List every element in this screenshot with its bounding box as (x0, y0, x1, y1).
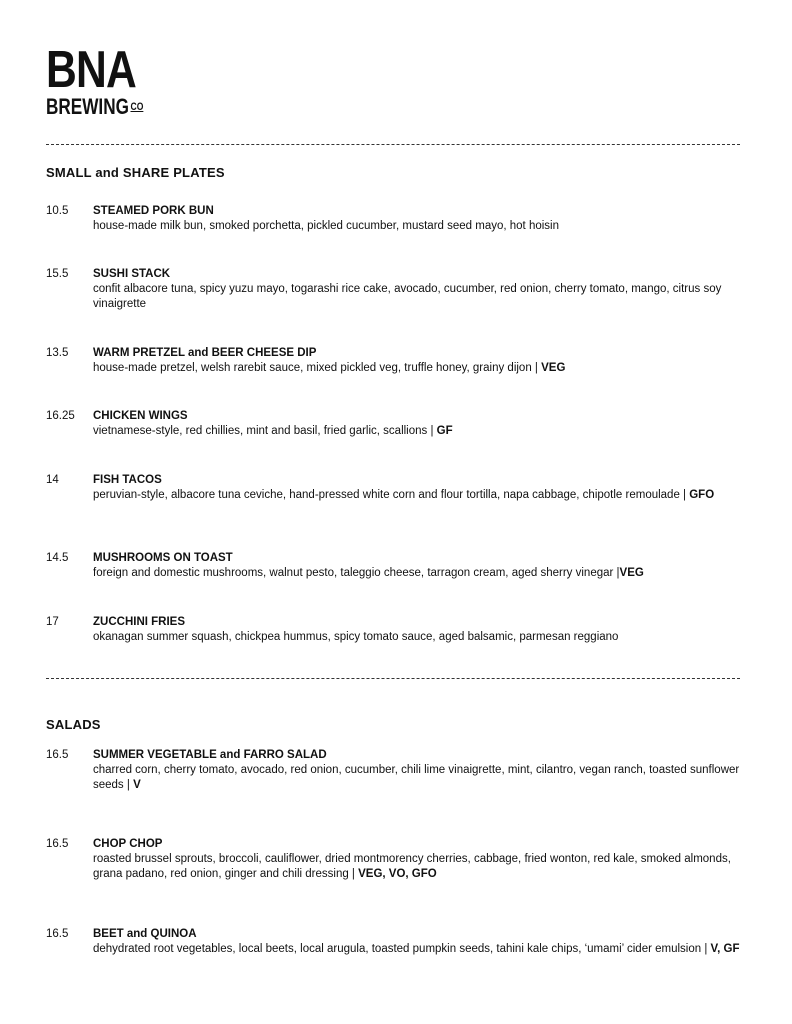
item-description: okanagan summer squash, chickpea hummus, spicy tomato sauce, aged balsamic, parmesan reggiano (93, 631, 619, 643)
item-price: 15.5 (46, 268, 69, 280)
item-price: 16.5 (46, 749, 69, 761)
item-price: 14 (46, 474, 59, 486)
item-price: 14.5 (46, 552, 69, 564)
item-diet-tag: VEG, VO, GFO (358, 868, 437, 880)
item-description: house-made milk bun, smoked porchetta, pickled cucumber, mustard seed mayo, hot hoisin (93, 220, 559, 232)
item-name: STEAMED PORK BUN (93, 205, 214, 217)
item-description: house-made pretzel, welsh rarebit sauce, mixed pickled veg, truffle honey, grainy dijon | VEG (93, 362, 566, 374)
item-price: 13.5 (46, 347, 69, 359)
logo-text: BNA (46, 41, 136, 99)
item-name: ZUCCHINI FRIES (93, 616, 185, 628)
item-price: 16.25 (46, 410, 75, 422)
item-name: CHOP CHOP (93, 838, 163, 850)
item-name: CHICKEN WINGS (93, 410, 188, 422)
item-price: 10.5 (46, 205, 69, 217)
item-diet-tag: VEG (619, 567, 644, 579)
item-diet-tag: GFO (689, 489, 715, 501)
section-title: SMALL and SHARE PLATES (46, 165, 225, 180)
item-name: FISH TACOS (93, 474, 162, 486)
item-name: MUSHROOMS ON TOAST (93, 552, 233, 564)
section-title: SALADS (46, 717, 101, 732)
item-name: SUMMER VEGETABLE and FARRO SALAD (93, 749, 327, 761)
item-name: SUSHI STACK (93, 268, 171, 280)
item-diet-tag: VEG (541, 362, 566, 374)
item-description: vietnamese-style, red chillies, mint and basil, fried garlic, scallions | GF (93, 425, 453, 437)
item-description: peruvian-style, albacore tuna ceviche, hand-pressed white corn and flour tortilla, napa cabbage, chipotle remoulade | GFO (93, 489, 715, 501)
item-name: WARM PRETZEL and BEER CHEESE DIP (93, 347, 317, 359)
item-description: confit albacore tuna, spicy yuzu mayo, togarashi rice cake, avocado, cucumber, red onion, cherry tomato, mango, citrus soy vinaigrette (93, 283, 722, 310)
logo-subtext: BREWING $^{CO}$ (46, 94, 144, 119)
divider (46, 144, 740, 145)
item-description: dehydrated root vegetables, local beets, local arugula, toasted pumpkin seeds, tahini kale chips, ‘umami’ cider emulsion | V, GF (93, 943, 740, 955)
item-description: charred corn, cherry tomato, avocado, red onion, cucumber, chili lime vinaigrette, mint, cilantro, vegan ranch, toasted sunflower seeds | V (93, 764, 740, 791)
item-description: foreign and domestic mushrooms, walnut pesto, taleggio cheese, tarragon cream, aged sherry vinegar |VEG (93, 567, 644, 579)
item-price: 16.5 (46, 928, 69, 940)
brand-logo (46, 41, 166, 124)
item-price: 17 (46, 616, 59, 628)
item-name: BEET and QUINOA (93, 928, 197, 940)
divider (46, 678, 740, 679)
item-price: 16.5 (46, 838, 69, 850)
item-description: roasted brussel sprouts, broccoli, cauliflower, dried montmorency cherries, cabbage, fried wonton, red kale, smoked almonds, grana padano, red onion, ginger and chili dressing | VEG, VO, GFO (93, 853, 731, 880)
item-diet-tag: V (133, 779, 141, 791)
item-diet-tag: V, GF (710, 943, 740, 955)
item-diet-tag: GF (436, 425, 453, 437)
